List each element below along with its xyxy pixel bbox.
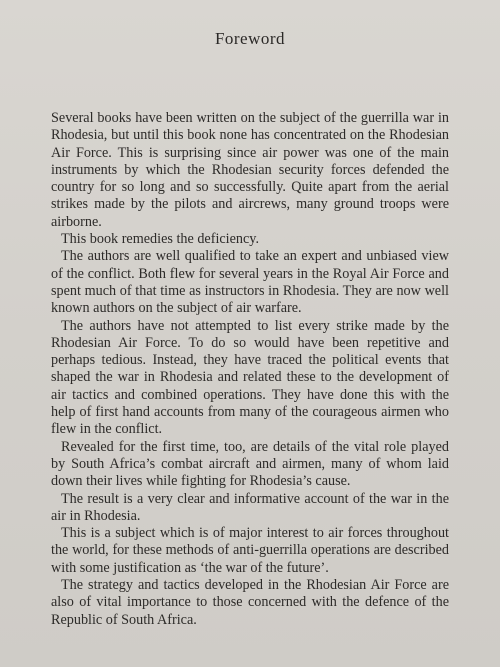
paragraph-5: Revealed for the first time, too, are details of the vital role played by South Africa’s combat aircraft and airmen, many of whom laid down their lives while fighting for Rhodesia’s cause. [51,438,449,490]
paragraph-1: Several books have been written on the subject of the guerrilla war in Rhodesia, but until this book none has concentrated on the Rhodesian Air Force. This is surprising since air power was one of the main instruments by which the Rhodesian security forces defended the country for so long and so successfully. Quite apart from the aerial strikes made by the pilots and aircrews, many ground troops were airborne. [51,110,449,230]
paragraph-8: The strategy and tactics developed in the Rhodesian Air Force are also of vital importance to those concerned with the defence of the Republic of South Africa. [51,577,449,628]
paragraph-3: The authors are well qualified to take an expert and unbiased view of the conflict. Both flew for several years in the Royal Air Force and spent much of that time as instructors in Rhodesia. They are now well known authors on the subject of air warfare. [51,248,449,317]
page-title: Foreword [214,29,286,48]
paragraph-6: The result is a very clear and informative account of the war in the air in Rhodesia. [51,490,449,524]
paragraph-7: This is a subject which is of major interest to air forces throughout the world, for these methods of anti-guerrilla operations are described with some justification as ‘the war of the future’. [51,525,449,576]
paragraph-2: This book remedies the deficiency. [61,231,260,248]
foreword-body [51,110,449,629]
paragraph-4: The authors have not attempted to list every strike made by the Rhodesian Air Force. To do so would have been repetitive and perhaps tedious. Instead, they have traced the political events that shaped the war in Rhodesia and related these to the development of air tactics and combined operations. They have done this with the help of first hand accounts from many of the courageous airmen who flew in the conflict. [51,317,449,438]
